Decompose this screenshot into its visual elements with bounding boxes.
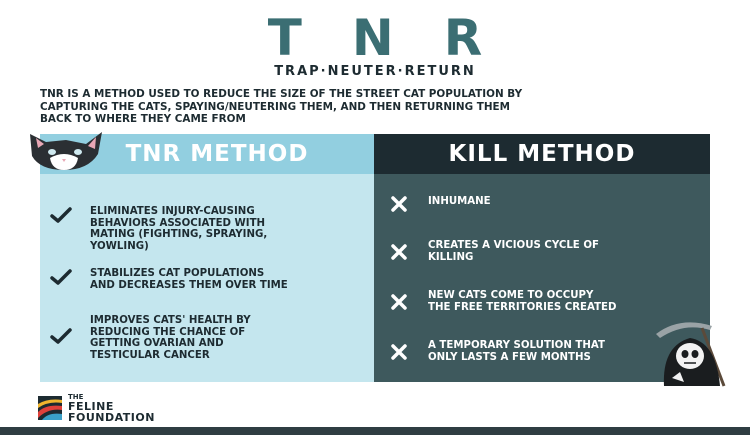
foundation-logo-icon (38, 396, 62, 420)
logo-text-the: THE (68, 393, 84, 401)
check-icon (50, 327, 76, 349)
tnr-item (50, 206, 316, 252)
x-icon (390, 344, 416, 364)
kill-item-line: NEW CATS COME TO OCCUPY (428, 290, 594, 301)
tnr-item (50, 315, 316, 361)
tnr-item-line: STABILIZES CAT POPULATIONS (90, 268, 265, 279)
kill-item-line: A TEMPORARY SOLUTION THAT (428, 340, 605, 351)
kill-method-heading: KILL METHOD (374, 134, 710, 174)
comparison-panels (40, 134, 710, 382)
feline-foundation-logo (38, 393, 155, 423)
footer-bar (0, 427, 750, 435)
tnr-item (50, 268, 316, 291)
check-icon (50, 268, 76, 290)
kill-item-line: CREATES A VICIOUS CYCLE OF (428, 240, 599, 251)
kill-item-line: ONLY LASTS A FEW MONTHS (428, 351, 591, 363)
grim-reaper-cat-icon (650, 316, 742, 392)
tnr-item-line: BEHAVIORS ASSOCIATED WITH (90, 217, 266, 229)
kill-item (390, 340, 686, 364)
subtitle: TRAP·NEUTER·RETURN (274, 64, 476, 79)
tnr-item-line: TESTICULAR CANCER (90, 349, 210, 361)
x-icon (390, 244, 416, 264)
intro-line: TNR IS A METHOD USED TO REDUCE THE SIZE OF THE STREET CAT POPULATION BY (40, 88, 523, 100)
check-icon (50, 206, 76, 228)
x-icon (390, 196, 416, 216)
logo-text-feline: FELINE (68, 400, 114, 413)
tnr-item-line: GETTING OVARIAN AND (90, 338, 224, 350)
kill-item-line: INHUMANE (428, 196, 491, 207)
tnr-method-heading: TNR METHOD (40, 134, 374, 174)
intro-line: BACK TO WHERE THEY CAME FROM (40, 113, 246, 125)
cat-peeking-icon (26, 128, 106, 176)
tnr-item-line: ELIMINATES INJURY-CAUSING (90, 206, 255, 217)
main-title: TNR (267, 9, 533, 67)
intro-line: CAPTURING THE CATS, SPAYING/NEUTERING THEM, AND THEN RETURNING THEM (40, 100, 510, 113)
kill-item (390, 290, 686, 314)
tnr-item-line: YOWLING) (90, 240, 149, 252)
kill-item-line: KILLING (428, 251, 474, 263)
x-icon (390, 294, 416, 314)
tnr-item-line: REDUCING THE CHANCE OF (90, 326, 246, 338)
tnr-item-line: MATING (FIGHTING, SPRAYING, (90, 229, 268, 241)
intro-paragraph (40, 88, 730, 126)
logo-text-foundation: FOUNDATION (68, 411, 155, 424)
kill-item (390, 196, 686, 216)
kill-item-line: THE FREE TERRITORIES CREATED (428, 301, 617, 313)
tnr-item-line: AND DECREASES THEM OVER TIME (90, 279, 288, 291)
tnr-item-line: IMPROVES CATS' HEALTH BY (90, 315, 251, 326)
kill-item (390, 240, 686, 264)
